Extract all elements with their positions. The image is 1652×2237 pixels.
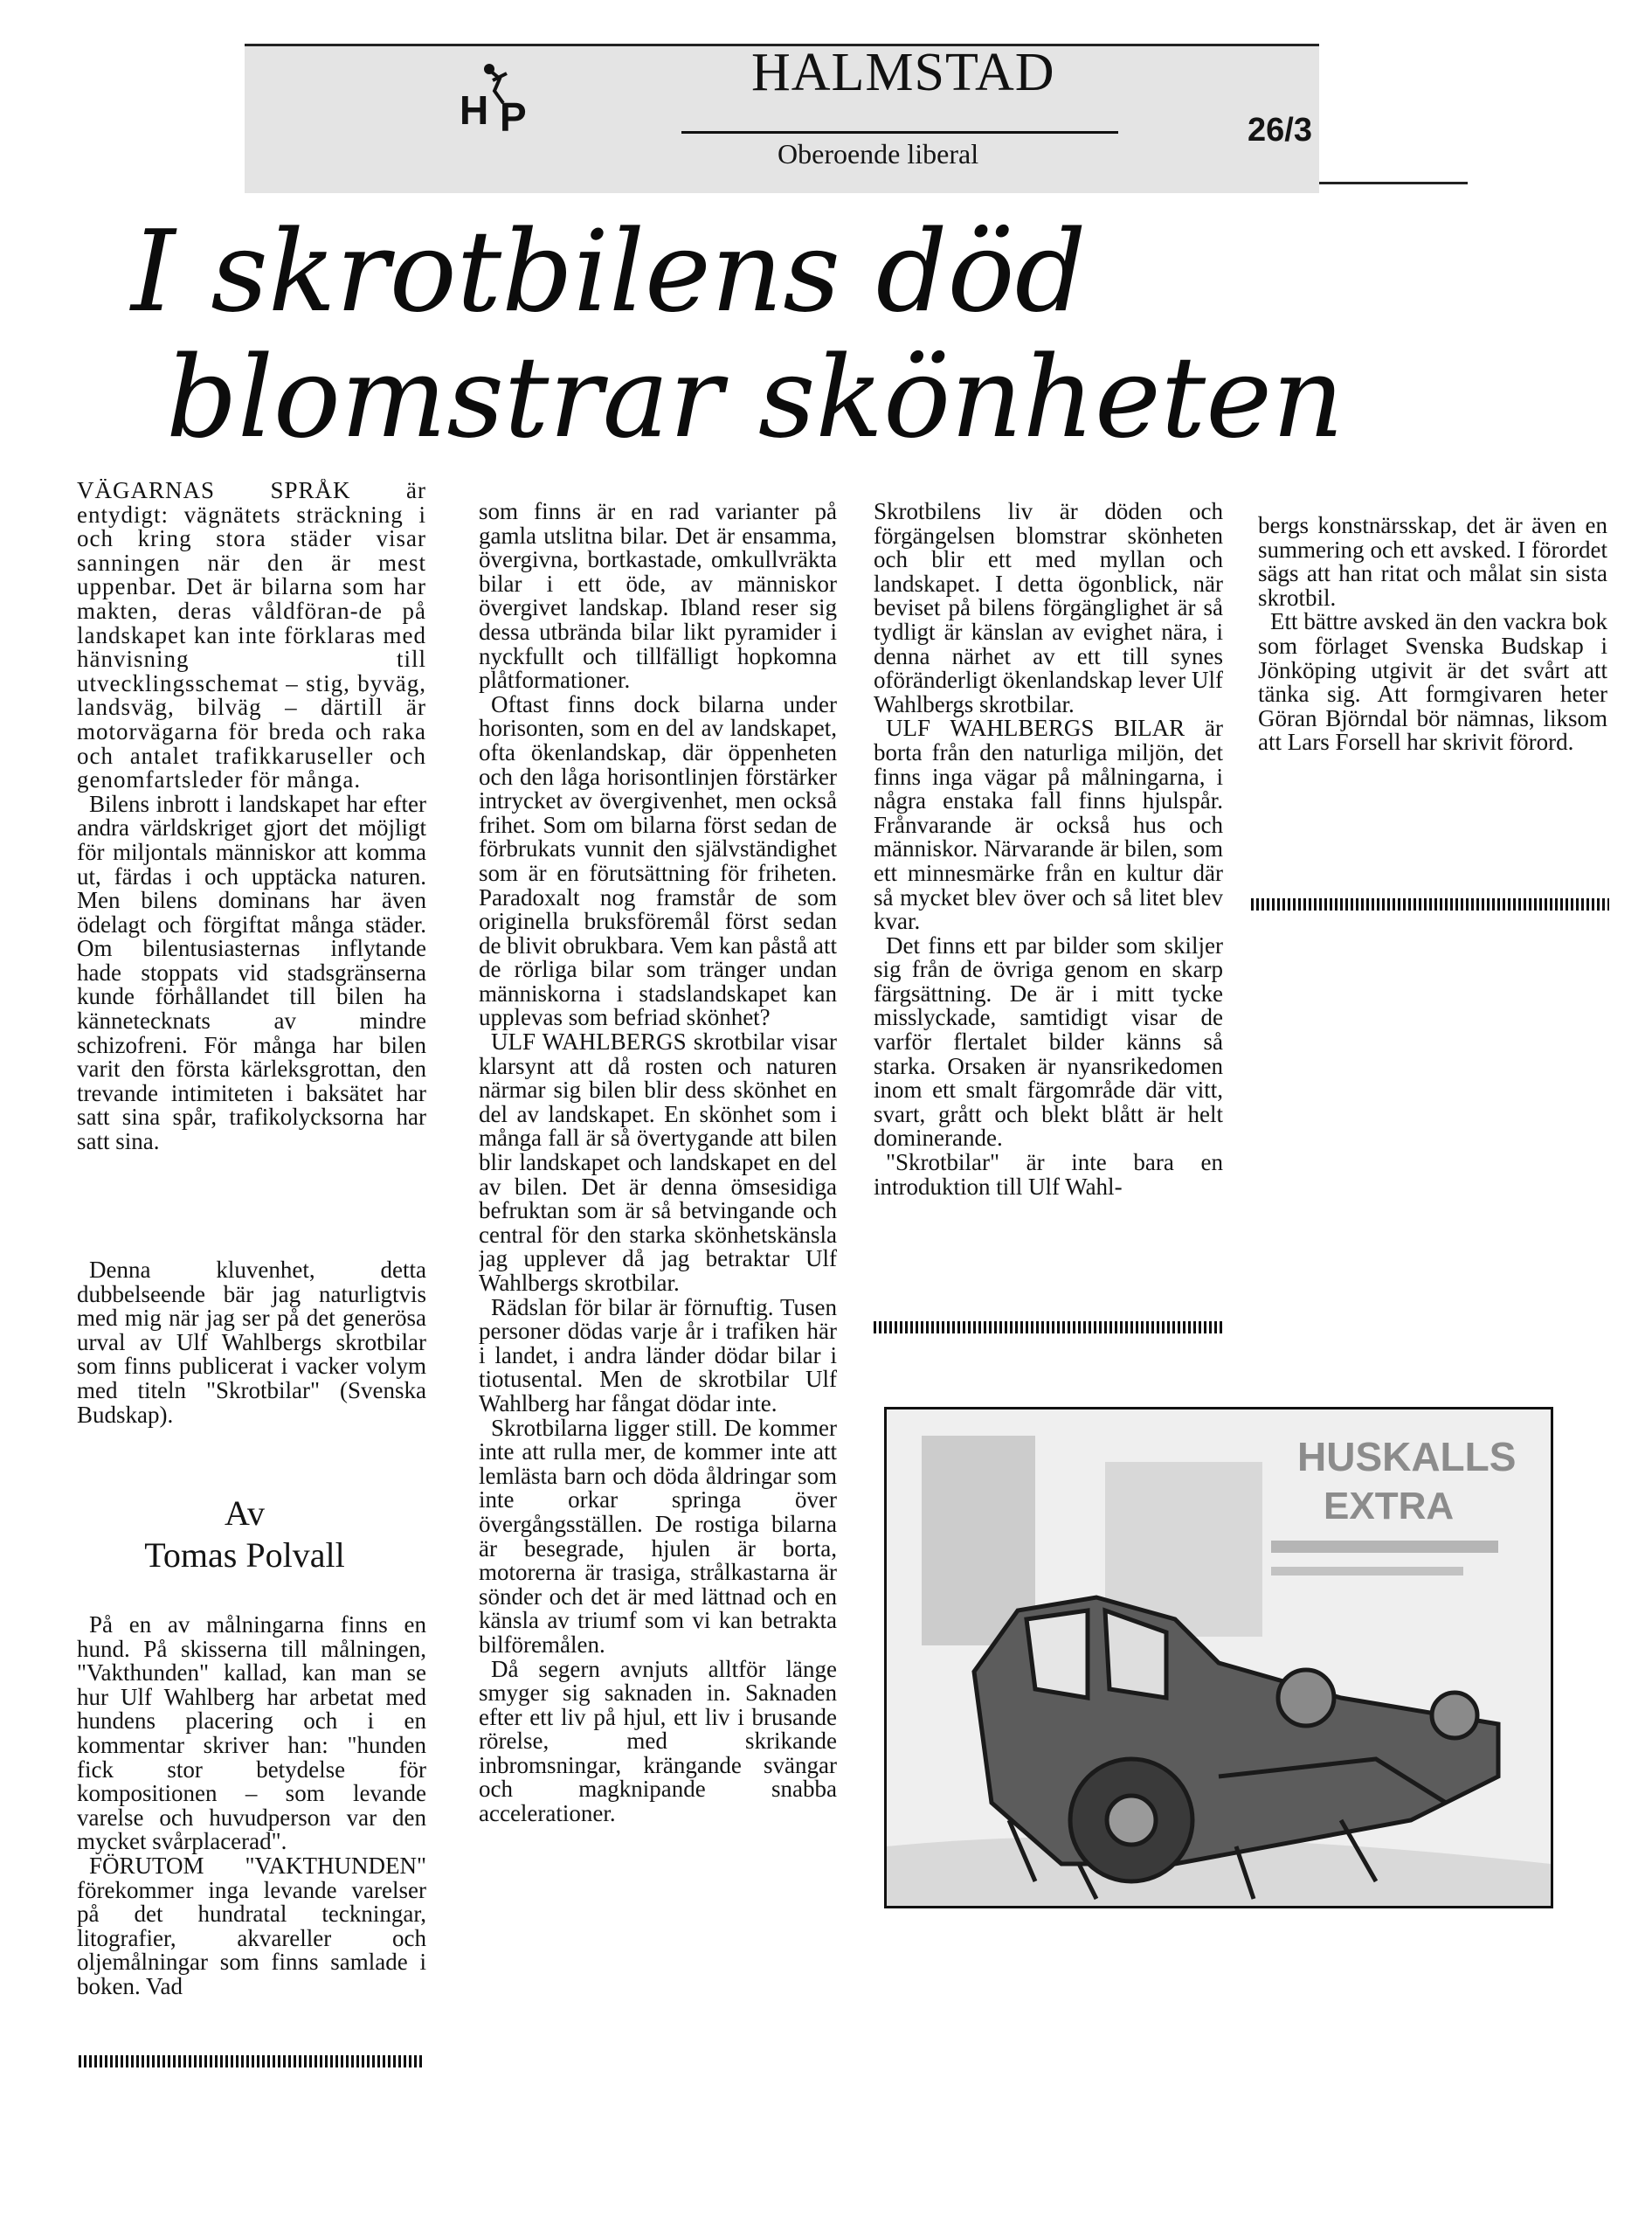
logo-emblem-icon bbox=[454, 61, 542, 140]
clipping-date: 26/3 bbox=[1248, 112, 1312, 149]
article-paragraph: På en av målningarna finns en hund. På skisserna till målningen, "Vakthunden" kallad, kan man se hur Ulf Wahlberg har arbetat med hundens placering och i en kommentar skriver han: "hunden fick stor betydelse för kompositionen – som levande varelse och huvudperson var den mycket svårplacerad". bbox=[77, 1613, 426, 1855]
article-paragraph: bergs konstnärsskap, det är även en summering och ett avsked. I förordet sägs att han ritat och målat sin sista skrotbil. bbox=[1258, 514, 1607, 611]
svg-text:H: H bbox=[460, 87, 489, 133]
article-paragraph: ULF WAHLBERGS BILAR är borta från den naturliga miljön, det finns inga vägar på målningarna, i några enstaka fall finns hjulspår. Frånvarande är också hus och människor. Närvarande är bilen, som ett minnesmärke från en kultur där så mycket blev över och så litet blev kvar. bbox=[874, 715, 1223, 935]
column-end-mark bbox=[874, 1321, 1223, 1333]
article-paragraph: Ett bättre avsked än den vackra bok som förlaget Svenska Budskap i Jönköping utgivit är det svårt att tänka sig. Att formgivaren heter Göran Björndal bör nämnas, liksom att Lars Forsell har skrivit förord. bbox=[1258, 608, 1607, 756]
article-column-1a bbox=[77, 479, 426, 1255]
scrap-car-drawing bbox=[887, 1409, 1551, 1906]
svg-text:P: P bbox=[500, 94, 527, 140]
article-column-3 bbox=[874, 500, 1223, 1302]
article-column-1c bbox=[77, 1613, 426, 2033]
article-paragraph: Denna kluvenhet, detta dubbelseende bär jag naturligtvis med mig när jag ser på det generösa urval av Ulf Wahlbergs skrotbilar som finns publicerat i vacker volym med titeln "Skrotbilar" (Svenska Budskap). bbox=[77, 1258, 426, 1428]
article-paragraph: FÖRUTOM "VAKTHUNDEN" förekommer inga levande varelser på det hundratal teckningar, litografier, akvareller och oljemålningar som finns samlade i boken. Vad bbox=[77, 1852, 426, 1999]
article-column-2 bbox=[479, 500, 837, 2213]
headline-line-2: blomstrar skönheten bbox=[166, 333, 1344, 463]
article-paragraph: Skrotbilarna ligger still. De kommer inte att rulla mer, de kommer inte att lemlästa barn och döda åldringar som inte orkar springa över övergångsställen. De rostiga bilarna är besegrade, hjulen är borta, motorerna är trasiga, strålkastarna är sönder och det är med lättnad och en känsla av triumf som vi kan betrakta bilföremålen. bbox=[479, 1414, 837, 1658]
article-paragraph: Det finns ett par bilder som skiljer sig från de övriga genom en skarp färgsättning. De är i mitt tycke misslyckade, samtidigt visar de varför flertalet bilder känns så starka. Orsaken är nyansrikedomen inom ett smalt färgområde där vitt, svart, grått och blekt blått är helt dominerande. bbox=[874, 932, 1223, 1152]
sign-text-1: HUSKALLS bbox=[1297, 1434, 1517, 1479]
article-paragraph: Skrotbilens liv är döden och förgängelsen blomstrar skönheten och blir ett med myllan och landskapet. I detta ögonblick, när beviset på bilens förgänglighet är så tydligt är känslan av evighet nära, i denna närhet av ett till synes oföränderligt ökenlandskap lever Ulf Wahlbergs skrotbilar. bbox=[874, 500, 1223, 717]
paper-name: HALMSTAD bbox=[751, 43, 1055, 102]
column-end-mark bbox=[1251, 898, 1609, 911]
article-paragraph: ULF WAHLBERGS skrotbilar visar klarsynt att då rosten och naturen närmar sig bilen blir dess skönhet en del av landskapet. En skönhet som i många fall är så övertygande att bilen blir landskapet och landskapet en del av bilen. Det är denna ömsesidiga befruktan som är så betvingande och central för den starka skönhetskänsla jag upplever då jag betraktar Ulf Wahlbergs skrotbilar. bbox=[479, 1028, 837, 1296]
article-column-4 bbox=[1258, 514, 1607, 881]
byline-author: Tomas Polvall bbox=[144, 1535, 345, 1575]
article-paragraph: som finns är en rad varianter på gamla utslitna bilar. Det är ensamma, övergivna, bortkastade, omkullvräkta bilar i ett öde, av människor övergivet landskap. Ibland reser sig dessa utbrända bilar likt pyramider i nyckfullt och tillfälligt hopkomna plåtformationer. bbox=[479, 500, 837, 694]
article-paragraph: "Skrotbilar" är inte bara en introduktion till Ulf Wahl- bbox=[874, 1149, 1223, 1200]
column-end-mark bbox=[79, 2055, 424, 2067]
illustration-scrap-car bbox=[884, 1407, 1553, 1908]
sign-text-2: EXTRA bbox=[1324, 1485, 1455, 1527]
article-paragraph: Rädslan för bilar är förnuftig. Tusen personer dödas varje år i trafiken här i landet, i andra länder dödar bilar i tiotusental. Men de skrotbilar Ulf Wahlberg har fångat dödar inte. bbox=[479, 1293, 837, 1416]
masthead-rule-right bbox=[1319, 182, 1468, 184]
article-paragraph: Oftast finns dock bilarna under horisonten, som en del av landskapet, ofta ökenlandskap, där öppenheten och den låga horisontlinjen förstärker intrycket av övergivenhet, men också frihet. Som om bilarna först sedan de förbrukats vunnit den självständighet som är en förutsättning för friheten. Paradoxalt nog framstår de som originella bruksföremål först sedan de blivit obrukbara. Vem kan påstå att de rörliga bilar som tränger undan människorna i stadslandskapet kan upplevas som befriad skönhet? bbox=[479, 690, 837, 1031]
article-paragraph: VÄGARNAS SPRÅK är entydigt: vägnätets sträckning i och kring stora städer visar sanningen när den är mest uppenbar. Det är bilarna som har makten, deras våldföran-de på landskapet kan inte förklaras med hänvisning till utvecklingsschemat – stig, byväg, landsväg, bilväg – därtill är motorvägarna för breda och raka och antalet trafikkaruseller och genomfartsleder för många. bbox=[77, 479, 426, 793]
byline-prefix: Av bbox=[225, 1493, 265, 1533]
paper-politics: Oberoende liberal bbox=[778, 138, 979, 170]
article-paragraph: Då segern avnjuts alltför länge smyger sig saknaden in. Saknaden efter ett liv på hjul, ett liv i brusande rörelse, med skrikande inbromsningar, krängande svängar och magknipande snabba accelerationer. bbox=[479, 1655, 837, 1827]
article-paragraph: Bilens inbrott i landskapet har efter andra världskriget gjort det möjligt för miljontals människor att komma ut, färdas i och upptäcka naturen. Men bilens dominans har även ödelagt och förgiftat många städer. Om bilentusiasternas inflytande hade stoppats vid stadsgränserna kunde förhållandet till bilen ha kännetecknats av mindre schizofreni. För många har bilen varit den första kärleksgrottan, den trevande intimiteten i baksätet har satt sina spår, trafikolycksorna har satt sina. bbox=[77, 790, 426, 1155]
headline-line-1: I skrotbilens död bbox=[131, 207, 1087, 337]
article-column-1b bbox=[77, 1258, 426, 1477]
masthead-rule bbox=[681, 131, 1118, 134]
newspaper-logo bbox=[454, 61, 542, 140]
byline bbox=[114, 1492, 376, 1576]
